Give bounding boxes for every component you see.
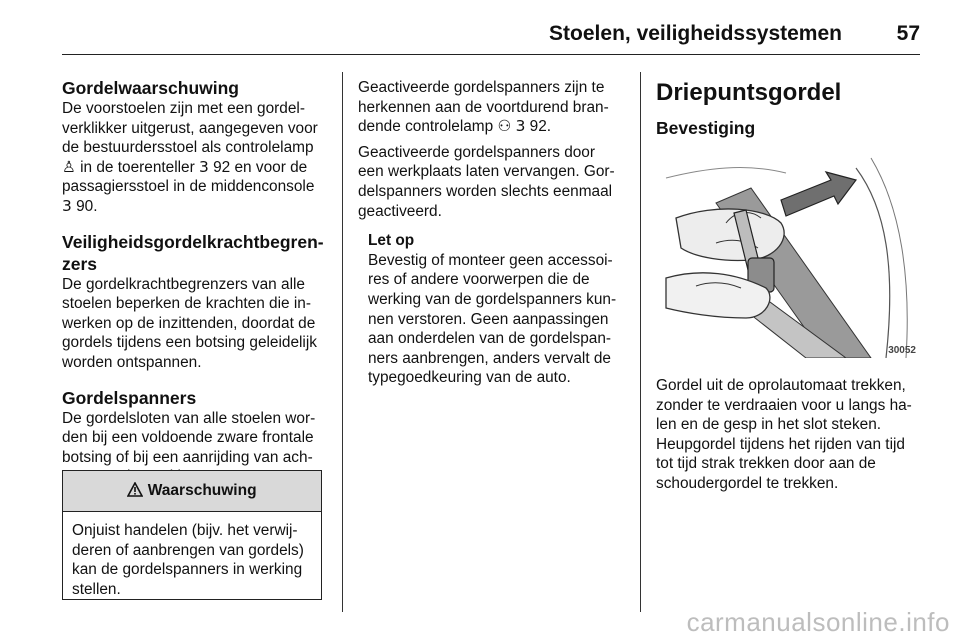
paragraph-text: in de toerenteller: [75, 158, 200, 176]
warning-triangle-icon: [127, 482, 147, 499]
seatbelt-warning-icon: ♙: [62, 157, 76, 176]
paragraph-text: De voorstoelen zijn met een gordel-verklikker uitgerust, aangegeven voor de bestuurdersstoel als controlelamp: [62, 100, 318, 157]
paragraph-text: Geactiveerde gordelspanners zijn te herkennen aan de voortdurend bran-dende controlelamp: [358, 79, 609, 136]
section-title-gordelkrachtbegrenzers: Veiligheidsgordelkrachtbegren-zers: [62, 231, 324, 274]
airbag-warning-icon: ⚇: [497, 117, 512, 136]
section-paragraph: Geactiveerde gordelspanners door een werkplaats laten vervangen. Gor-delspanners worden slechts eenmaal geactiveerd.: [358, 143, 615, 220]
paragraph-text: en voor de passagiersstoel in de middenconsole: [62, 158, 315, 196]
section-title-gordelwaarschuwing: Gordelwaarschuwing: [62, 78, 239, 98]
section-title-gordelspanners: Gordelspanners: [62, 387, 197, 408]
note-block: [368, 231, 623, 388]
warning-body: Onjuist handelen (bijv. het verwij-deren of aanbrengen van gordels) kan de gordelspanners in werking stellen.: [72, 522, 304, 598]
column-right: [656, 78, 921, 139]
column-divider: [342, 72, 343, 612]
page-reference-arrow-icon: 3: [515, 117, 526, 136]
page-reference[interactable]: 92: [213, 158, 231, 176]
column-middle: [358, 78, 623, 388]
page-reference-arrow-icon: 3: [199, 157, 209, 176]
section-paragraph: Gordel uit de oprolautomaat trekken, zonder te verdraaien voor u langs ha-len en de gesp in het slot steken.: [656, 377, 912, 434]
page-reference[interactable]: 92.: [529, 118, 552, 136]
warning-header: [63, 471, 321, 512]
seatbelt-illustration: [656, 148, 920, 358]
note-title: Let op: [368, 232, 415, 250]
installation-instructions: [656, 376, 922, 494]
section-subtitle-bevestiging: Bevestiging: [656, 118, 756, 138]
watermark: carmanualsonline.info: [686, 607, 950, 637]
column-left: [62, 78, 327, 487]
page-number: 57: [896, 22, 920, 45]
page-header: [62, 14, 920, 55]
page-reference-arrow-icon: 3: [62, 196, 72, 215]
note-body: Bevestig of monteer geen accessoi-res of andere voorwerpen die de werking van de gordelspanners kun-nen verstoren. Geen aanpassingen aan onderdelen van de gordelspan-ners aanbrengen, anders vervalt de typegoedkeuring van de auto.: [368, 251, 617, 387]
page-reference[interactable]: 90.: [76, 197, 98, 215]
column-divider: [640, 72, 641, 612]
section-title-driepuntsgordel: Driepuntsgordel: [656, 79, 842, 106]
warning-box: [62, 470, 322, 600]
section-paragraph: De gordelsloten van alle stoelen wor-den bij een voldoende zware frontale botsing of bij een aanrijding van ach-: [62, 409, 316, 466]
seatbelt-drawing: [656, 148, 920, 358]
warning-title: Waarschuwing: [147, 482, 257, 499]
header-title: Stoelen, veiligheidssystemen: [549, 22, 842, 45]
figure-number: 30052: [888, 345, 916, 356]
section-paragraph: [358, 78, 623, 137]
section-paragraph: [62, 99, 327, 217]
section-paragraph: Heupgordel tijdens het rijden van tijd tot tijd strak trekken door aan de schoudergordel te trekken.: [656, 435, 905, 492]
section-paragraph: De gordelkrachtbegrenzers van alle stoelen beperken de krachten die in-werken op de inzittenden, doordat de gordels tijdens een botsing geleidelijk worden ontspannen.: [62, 275, 317, 371]
